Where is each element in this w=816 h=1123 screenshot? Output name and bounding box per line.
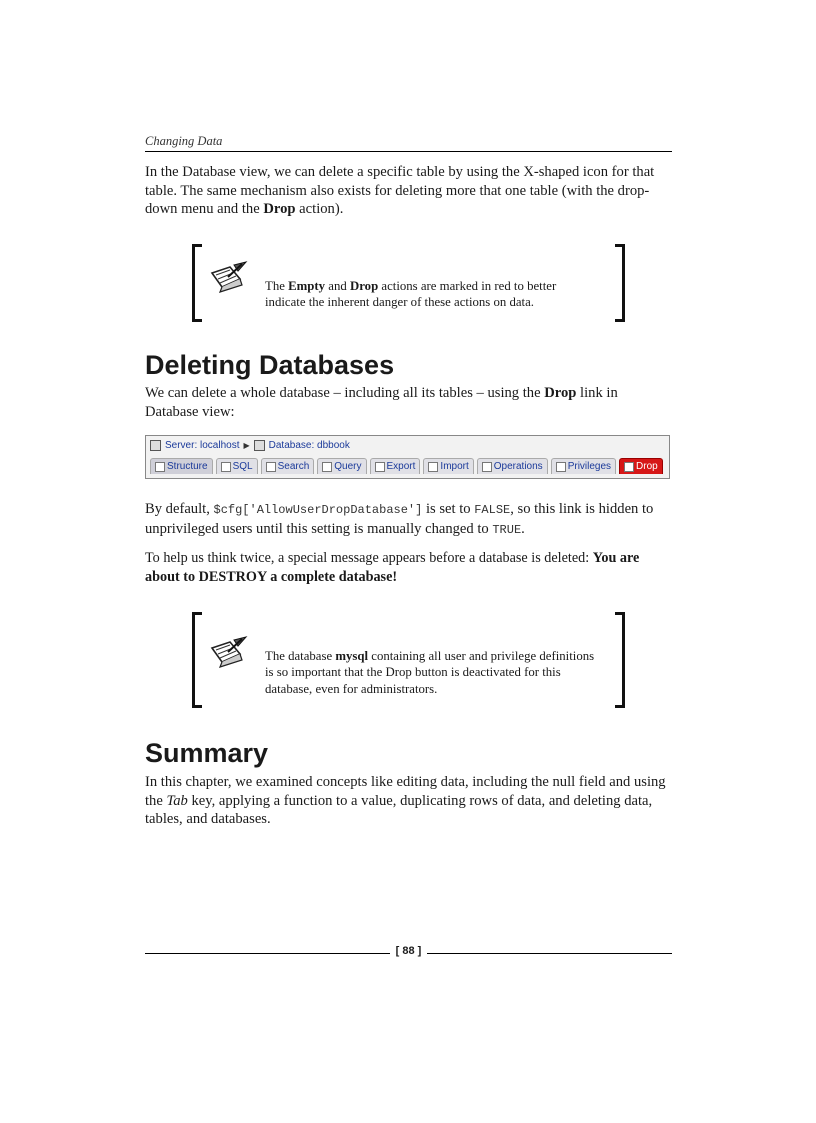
drop-icon xyxy=(624,462,634,472)
tab-structure[interactable]: Structure xyxy=(150,458,213,474)
query-icon xyxy=(322,462,332,472)
database-icon xyxy=(254,440,265,451)
privileges-icon xyxy=(556,462,566,472)
server-icon xyxy=(150,440,161,451)
note-pen-icon xyxy=(208,261,248,295)
sql-icon xyxy=(221,462,231,472)
tip-text: The Empty and Drop actions are marked in red to better indicate the inherent danger of these actions on data. xyxy=(265,278,557,310)
tab-search[interactable]: Search xyxy=(261,458,315,474)
tip-box-mysql xyxy=(192,612,625,702)
running-head: Changing Data xyxy=(145,134,672,152)
page-number: [ 88 ] xyxy=(395,945,422,957)
intro-paragraph: In the Database view, we can delete a specific table by using the X-shaped icon for that table. The same mechanism also exists for deleting more that one table (with the drop-down menu and the Drop action). xyxy=(145,164,655,217)
tab-privileges[interactable]: Privileges xyxy=(551,458,616,474)
summary-paragraph: In this chapter, we examined concepts like editing data, including the null field and using the Tab key, applying a function to a value, duplicating rows of data, and deleting data, tables, and databases. xyxy=(145,774,666,827)
phpmyadmin-screenshot xyxy=(145,435,670,479)
tab-drop[interactable]: Drop xyxy=(619,458,663,474)
tab-export[interactable]: Export xyxy=(370,458,421,474)
breadcrumb-database[interactable]: Database: dbbook xyxy=(268,440,350,451)
tab-import[interactable]: Import xyxy=(423,458,473,474)
note-pen-icon xyxy=(208,636,248,670)
tab-sql[interactable]: SQL xyxy=(216,458,258,474)
search-icon xyxy=(266,462,276,472)
footer-rule-right xyxy=(427,953,672,954)
tab-operations[interactable]: Operations xyxy=(477,458,548,474)
breadcrumb xyxy=(150,440,350,451)
left-bracket xyxy=(192,244,202,322)
default-setting-paragraph: By default, $cfg['AllowUserDropDatabase'] is set to FALSE, so this link is hidden to unprivileged users until this setting is manually changed to TRUE. xyxy=(145,501,654,537)
page-footer xyxy=(145,945,672,961)
tip-text: The database mysql containing all user and privilege definitions is so important that the Drop button is deactivated for this database, even for administrators. xyxy=(265,648,595,696)
tip-box-red-actions xyxy=(192,244,625,316)
warning-paragraph: To help us think twice, a special message appears before a database is deleted: You are about to DESTROY a complete database! xyxy=(145,550,640,585)
heading-deleting-databases: Deleting Databases xyxy=(145,350,395,380)
structure-icon xyxy=(155,462,165,472)
right-bracket xyxy=(615,244,625,322)
heading-summary: Summary xyxy=(145,738,269,768)
operations-icon xyxy=(482,462,492,472)
breadcrumb-arrow-icon: ▶ xyxy=(243,441,250,450)
tab-query[interactable]: Query xyxy=(317,458,366,474)
footer-rule-left xyxy=(145,953,390,954)
breadcrumb-server[interactable]: Server: localhost xyxy=(165,440,240,451)
deleting-paragraph: We can delete a whole database – including all its tables – using the Drop link in Database view: xyxy=(145,385,618,420)
right-bracket xyxy=(615,612,625,708)
import-icon xyxy=(428,462,438,472)
left-bracket xyxy=(192,612,202,708)
export-icon xyxy=(375,462,385,472)
tab-bar xyxy=(150,458,663,474)
